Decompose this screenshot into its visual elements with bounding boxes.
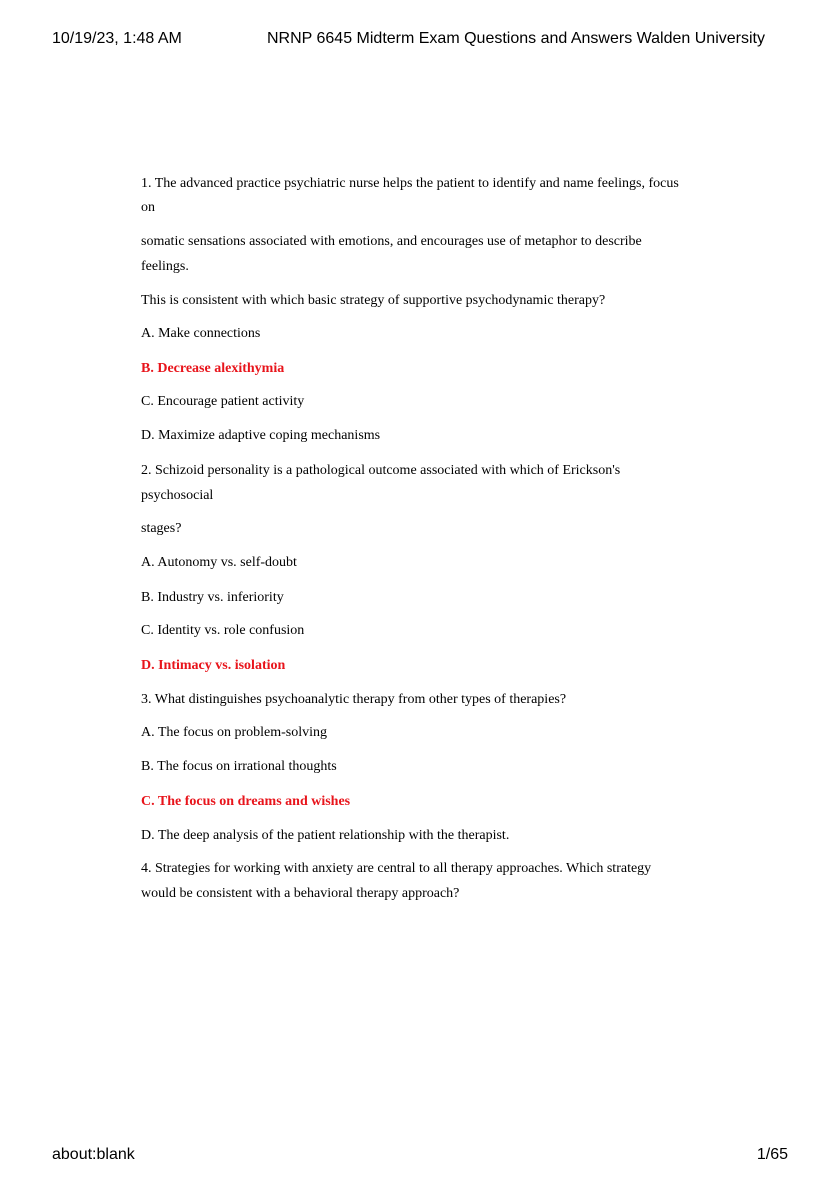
print-date: 10/19/23, 1:48 AM [52,30,182,47]
question-1-option-a: A. Make connections [141,326,261,341]
question-2-correct-answer: D. Intimacy vs. isolation [141,658,286,673]
page-url: about:blank [52,1146,135,1163]
question-4-text: would be consistent with a behavioral therapy approach? [141,886,460,901]
question-1-option-d: D. Maximize adaptive coping mechanisms [141,428,381,443]
question-3-text: 3. What distinguishes psychoanalytic therapy from other types of therapies? [141,692,567,707]
question-2-text: psychosocial [141,488,214,503]
question-1-text: feelings. [141,259,189,274]
page-number: 1/65 [756,1146,788,1163]
document-title: NRNP 6645 Midterm Exam Questions and Answers Walden University [267,30,765,47]
question-1-text: This is consistent with which basic strategy of supportive psychodynamic therapy? [141,293,606,308]
question-1-text: somatic sensations associated with emotions, and encourages use of metaphor to describe [141,234,642,249]
question-3-correct-answer: C. The focus on dreams and wishes [141,794,351,809]
question-1-option-c: C. Encourage patient activity [141,394,305,409]
question-1-text: 1. The advanced practice psychiatric nurse helps the patient to identify and name feelings, focus [141,176,679,191]
question-2-option-a: A. Autonomy vs. self-doubt [141,555,297,570]
question-2-option-b: B. Industry vs. inferiority [141,590,284,605]
question-1-correct-answer: B. Decrease alexithymia [141,361,285,376]
question-4-text: 4. Strategies for working with anxiety are central to all therapy approaches. Which strategy [141,861,652,876]
question-1-text: on [141,200,155,215]
question-3-option-b: B. The focus on irrational thoughts [141,759,337,774]
question-2-text: stages? [141,521,182,536]
question-2-option-c: C. Identity vs. role confusion [141,623,305,638]
question-2-text: 2. Schizoid personality is a pathological outcome associated with which of Erickson's [141,463,621,478]
question-3-option-a: A. The focus on problem-solving [141,725,327,740]
question-3-option-d: D. The deep analysis of the patient relationship with the therapist. [141,828,510,843]
